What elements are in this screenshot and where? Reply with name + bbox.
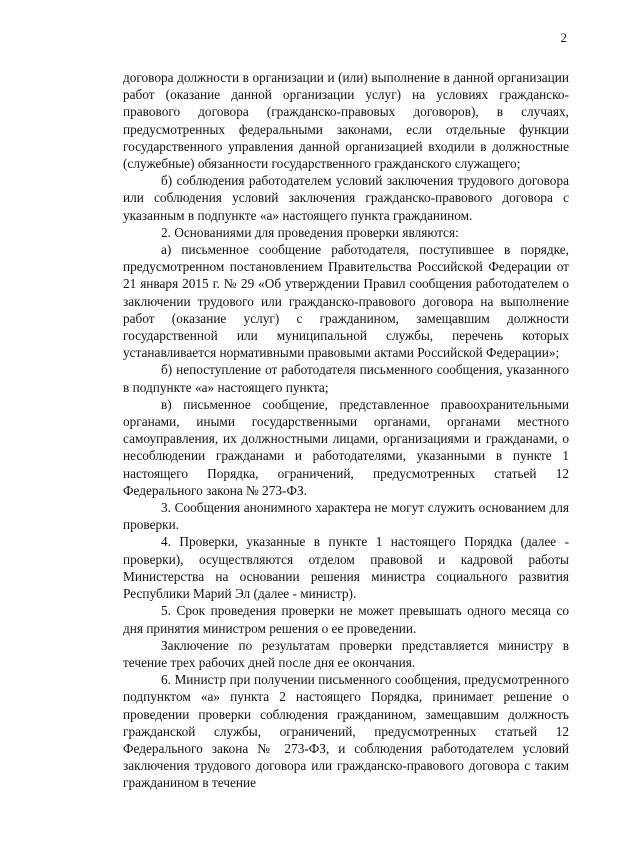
body-text bbox=[123, 69, 569, 792]
paragraph-item-6: 6. Министр при получении письменного сообщения, предусмотренного подпунктом «а» пункта 2 настоящего Порядка, принимает решение о проведении проверки соблюдения гражданином, замещавшим должность гражданской службы, ограничений, предусмотренных статьей 12 Федерального закона № 273-ФЗ, и соблюдения работодателем условий заключения трудового договора или гражданско-правового договора с таким гражданином в течение bbox=[123, 672, 569, 791]
paragraph-item-b-scope: б) соблюдения работодателем условий заключения трудового договора или соблюдения условий заключения гражданско-правового договора с указанным в подпункте «а» настоящего пункта гражданином. bbox=[123, 173, 569, 223]
paragraph-continuation: договора должности в организации и (или) выполнение в данной организации работ (оказание данной организации услуг) на условиях гражданско-правового договора (гражданско-правовых договоров), в случаях, предусмотренных федеральными законами, если отдельные функции государственного управления данной организацией входили в должностные (служебные) обязанности государственного гражданского служащего; bbox=[123, 70, 569, 172]
paragraph-item-2: 2. Основаниями для проведения проверки являются: bbox=[161, 224, 459, 240]
paragraph-item-5: 5. Срок проведения проверки не может превышать одного месяца со дня принятия министром решения о ее проведении. bbox=[123, 603, 569, 636]
paragraph-item-2v: в) письменное сообщение, представленное правоохранительными органами, иными государственными органами, органами местного самоуправления, их должностными лицами, организациями и гражданами, о несоблюдении гражданами и работодателями, указанными в пункте 1 настоящего Порядка, ограничений, предусмотренных статьей 12 Федерального закона № 273-ФЗ. bbox=[123, 396, 569, 498]
paragraph-item-3: 3. Сообщения анонимного характера не могут служить основанием для проверки. bbox=[123, 500, 569, 533]
paragraph-item-2a: а) письменное сообщение работодателя, поступившее в порядке, предусмотренном постановлением Правительства Российской Федерации от 21 января 2015 г. № 29 «Об утверждении Правил сообщения работодателем о заключении трудового или гражданско-правового договора на выполнение работ (оказание услуг) с гражданином, замещавшим должности государственной или муниципальной службы, перечень которых устанавливается нормативными правовыми актами Российской Федерации»; bbox=[123, 242, 569, 361]
paragraph-item-2b: б) непоступление от работодателя письменного сообщения, указанного в подпункте «а» настоящего пункта; bbox=[123, 362, 569, 395]
page-number: 2 bbox=[560, 30, 567, 45]
paragraph-conclusion: Заключение по результатам проверки представляется министру в течение трех рабочих дней после дня ее окончания. bbox=[123, 637, 569, 670]
paragraph-item-4: 4. Проверки, указанные в пункте 1 настоящего Порядка (далее - проверки), осуществляются отделом правовой и кадровой работы Министерства на основании решения министра социального развития Республики Марий Эл (далее - министр). bbox=[123, 534, 569, 602]
